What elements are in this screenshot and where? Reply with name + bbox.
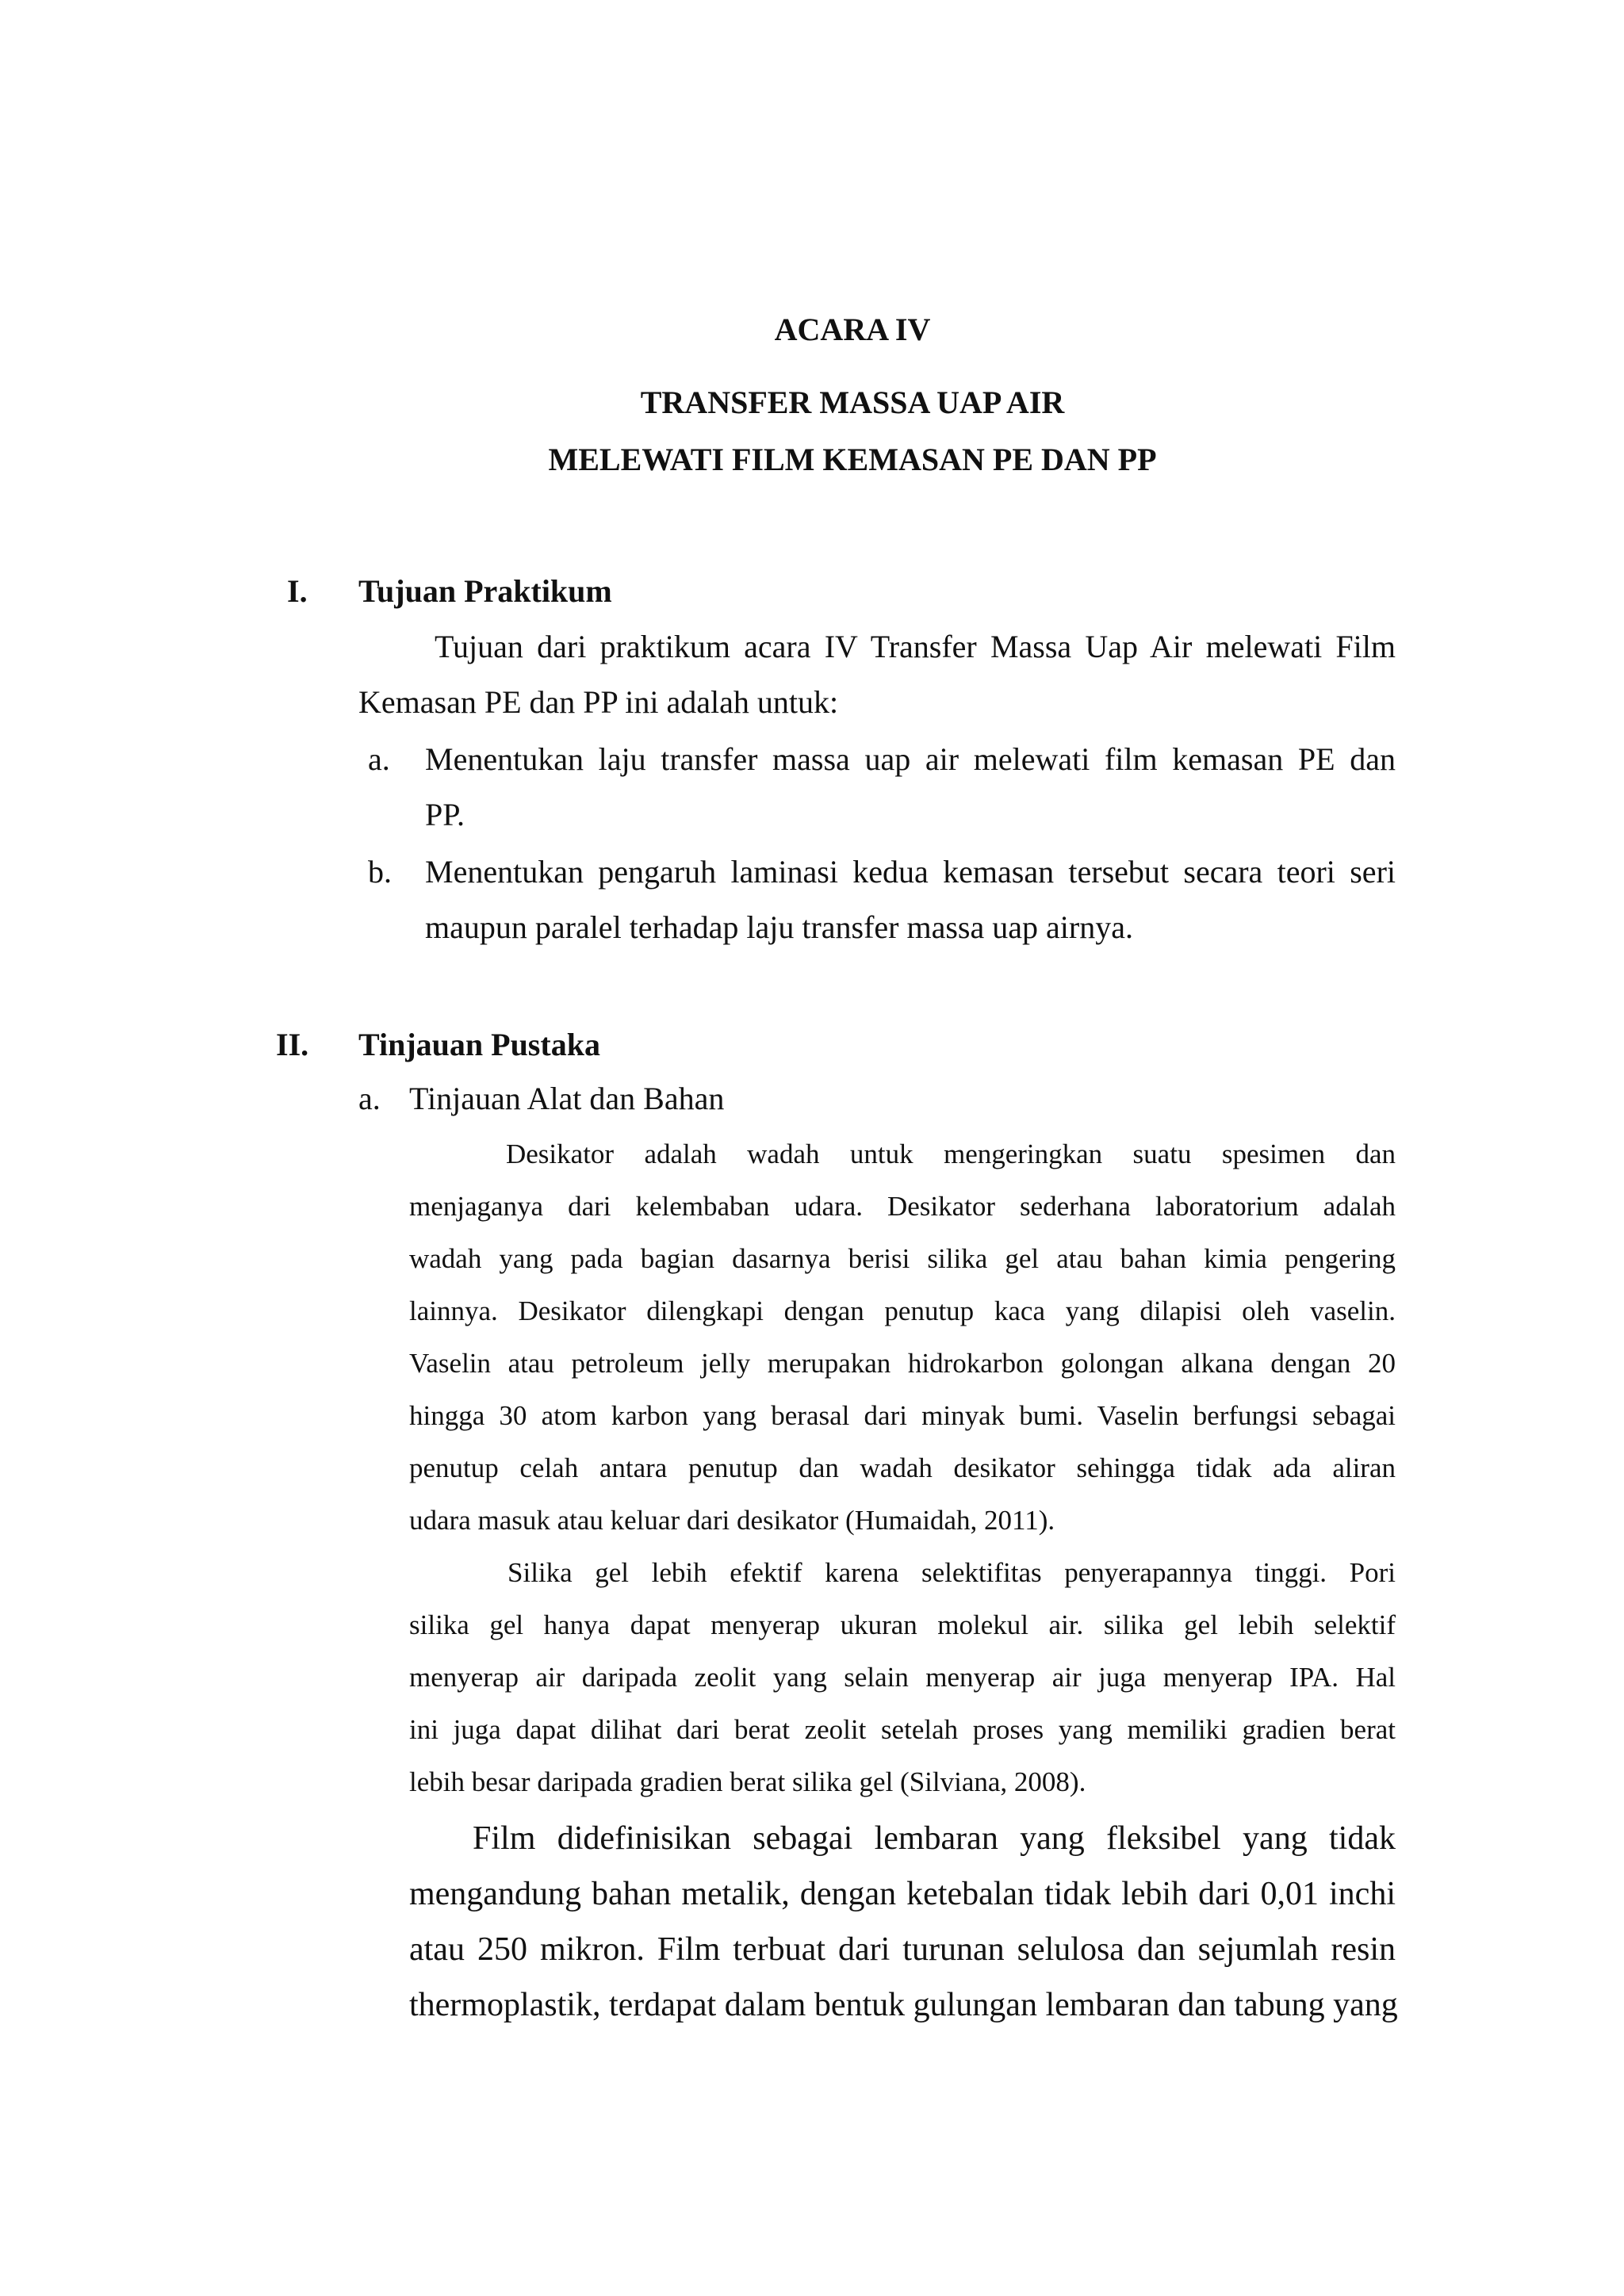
section-1-title: Tujuan Praktikum	[358, 573, 612, 609]
para3-line-2: mengandung bahan metalik, dengan ketebalan tidak lebih dari 0,01 inchi	[409, 1876, 1396, 1912]
item-a-line-1: Menentukan laju transfer massa uap air melewati film kemasan PE dan	[425, 741, 1396, 777]
para1-line-2: menjaganya dari kelembaban udara. Desikator sederhana laboratorium adalah	[409, 1191, 1396, 1222]
para1-line-8: udara masuk atau keluar dari desikator (Humaidah, 2011).	[409, 1505, 1055, 1536]
item-a-marker: a.	[368, 741, 390, 777]
para1-line-6: hingga 30 atom karbon yang berasal dari minyak bumi. Vaselin berfungsi sebagai	[409, 1400, 1396, 1431]
para1-line-1: Desikator adalah wadah untuk mengeringkan suatu spesimen dan	[506, 1138, 1396, 1169]
title-line-1: TRANSFER MASSA UAP AIR	[640, 385, 1065, 420]
para1-line-4: lainnya. Desikator dilengkapi dengan penutup kaca yang dilapisi oleh vaselin.	[409, 1295, 1396, 1326]
item-b-marker: b.	[368, 854, 392, 890]
subsection-a-title: Tinjauan Alat dan Bahan	[409, 1081, 725, 1116]
section-1-number: I.	[287, 573, 308, 609]
para3-line-1: Film didefinisikan sebagai lembaran yang fleksibel yang tidak	[473, 1820, 1396, 1857]
acara-heading: ACARA IV	[774, 312, 931, 347]
title-line-2: MELEWATI FILM KEMASAN PE DAN PP	[548, 442, 1157, 477]
item-b-line-1: Menentukan pengaruh laminasi kedua kemasan tersebut secara teori seri	[425, 854, 1396, 890]
section-2-number: II.	[276, 1027, 309, 1062]
para3-line-4: thermoplastik, terdapat dalam bentuk gulungan lembaran dan tabung yang	[409, 1987, 1398, 2023]
para1-line-5: Vaselin atau petroleum jelly merupakan hidrokarbon golongan alkana dengan 20	[409, 1348, 1396, 1379]
para2-line-5: lebih besar daripada gradien berat silika gel (Silviana, 2008).	[409, 1766, 1086, 1797]
para1-line-7: penutup celah antara penutup dan wadah desikator sehingga tidak ada aliran	[409, 1452, 1396, 1483]
para2-line-2: silika gel hanya dapat menyerap ukuran molekul air. silika gel lebih selektif	[409, 1609, 1396, 1640]
section-2-title: Tinjauan Pustaka	[358, 1027, 600, 1062]
para2-line-4: ini juga dapat dilihat dari berat zeolit setelah proses yang memiliki gradien berat	[409, 1714, 1396, 1745]
subsection-a-marker: a.	[358, 1081, 381, 1116]
item-b-line-2: maupun paralel terhadap laju transfer massa uap airnya.	[425, 909, 1133, 945]
item-a-line-2: PP.	[425, 797, 465, 832]
para2-line-3: menyerap air daripada zeolit yang selain menyerap air juga menyerap IPA. Hal	[409, 1662, 1396, 1693]
section-1-intro-line-2: Kemasan PE dan PP ini adalah untuk:	[358, 684, 839, 720]
para3-line-3: atau 250 mikron. Film terbuat dari turunan selulosa dan sejumlah resin	[409, 1931, 1396, 1968]
para2-line-1: Silika gel lebih efektif karena selektifitas penyerapannya tinggi. Pori	[508, 1557, 1396, 1588]
para1-line-3: wadah yang pada bagian dasarnya berisi silika gel atau bahan kimia pengering	[409, 1243, 1396, 1274]
section-1-intro-line-1: Tujuan dari praktikum acara IV Transfer Massa Uap Air melewati Film	[435, 629, 1396, 664]
